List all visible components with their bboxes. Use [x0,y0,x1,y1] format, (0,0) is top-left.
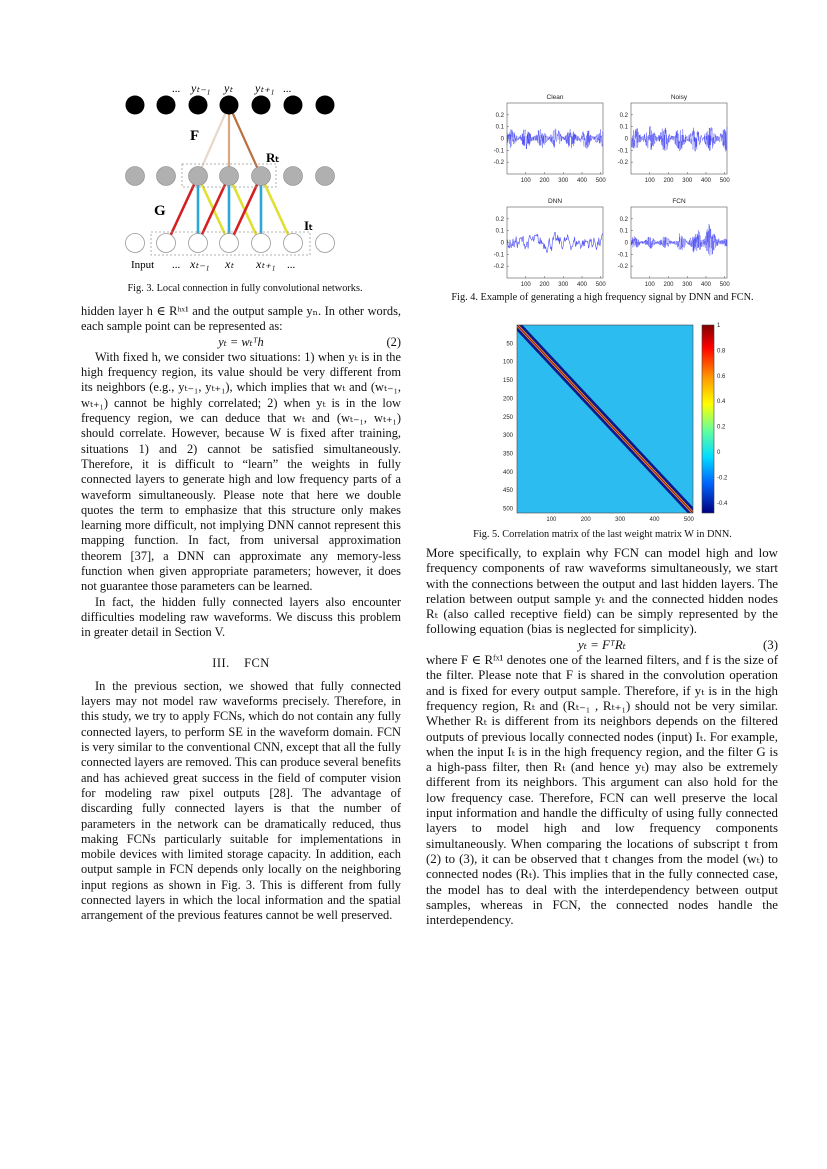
x-tick-label: 200 [539,282,550,288]
x-tick-label: 200 [663,282,674,288]
x-tick-label: 200 [539,178,550,184]
panel-title: Noisy [670,94,688,101]
y-tick-label: -0.2 [617,160,628,167]
paragraph: hidden layer h ∈ Rʰˣ¹ and the output sample yₙ. In other words, each sample point can be represented as: [81,304,401,334]
label-dots-right: ... [283,83,292,95]
y-tick-label: -0.1 [617,148,628,155]
x-tick-label: 500 [595,282,606,288]
y-tick-label: -0.1 [493,252,504,259]
y-tick-label: 0.2 [619,216,628,223]
y-tick-label: 200 [502,396,513,403]
y-tick-label: 0.1 [619,228,628,235]
equation-2-expression: yₜ = wₜᵀh [218,334,264,349]
colorbar [702,325,714,513]
y-tick-label: 0 [500,240,504,247]
colorbar-tick-label: 0.2 [717,424,726,431]
paragraph: where F ∈ Rᶠˣ¹ denotes one of the learned filters, and f is the size of the filter. Please note that F is shared in the convolution operation and is fixed for every output sample. Therefore, if yₜ is in the high frequency region, Rₜ and (Rₜ₋₁ , Rₜ₊₁) should not be very similar. Whether Rₜ is different from its neighbors depends on the filtered outputs of previous locally connected nodes (input) Iₜ. For example, when the input Iₜ is in the high frequency region, and the filter G is a high-pass filter, then Rₜ (and hence yₜ) may also be extremely different from its neighbors. This argument can also hold for the low frequency case. Therefore, FCN can well preserve the local input information and handle the difficulty of using fully connected layers to model high and low frequency components simultaneously. When comparing the locations of subscript t from (2) to (3), it can be observed that t changes from the model (wₜ) to connected nodes (Rₜ). This implies that in the fully connected case, the model has to deal with the interdependency between output samples, whereas in FCN, the connected nodes handle the interdependency. [426,653,778,928]
y-tick-label: 300 [502,433,513,440]
label-x-prev: xₜ₋₁ [190,257,210,271]
x-tick-label: 300 [682,178,693,184]
y-tick-label: 0.2 [495,216,504,223]
label-input: Input [131,259,155,271]
label-F: F [190,128,200,144]
x-tick-label: 100 [520,282,531,288]
equation-2 [81,335,401,350]
x-tick-label: 300 [615,517,626,523]
x-tick-label: 100 [520,178,531,184]
x-tick-label: 200 [580,517,591,523]
x-tick-label: 400 [649,517,660,523]
figure-5-caption: Fig. 5. Correlation matrix of the last weight matrix W in DNN. [473,529,732,540]
x-tick-label: 200 [663,178,674,184]
label-G: G [154,203,166,219]
y-tick-label: 500 [502,506,513,513]
x-tick-label: 300 [682,282,693,288]
y-tick-label: 0.2 [495,112,504,119]
label-I: Iₜ [304,218,313,233]
y-tick-label: -0.1 [617,252,628,259]
y-tick-label: -0.2 [493,160,504,167]
paragraph: More specifically, to explain why FCN can model high and low frequency components of raw waveforms simultaneously, we start with the connections between the output and last hidden layers. The relation between output sample yₜ and the connected hidden nodes Rₜ (also called receptive field) can be simply represented by the following equation (bias is neglected for simplicity). [426,546,778,637]
x-tick-label: 400 [700,282,712,288]
label-y-prev: yₜ₋₁ [191,81,211,95]
x-tick-label: 500 [719,178,730,184]
y-tick-label: -0.1 [493,148,504,155]
y-tick-label: 450 [502,488,513,495]
y-tick-label: 0.1 [495,228,504,235]
colorbar-tick-label: 0 [717,450,721,457]
equation-3 [426,638,778,653]
y-tick-label: -0.2 [617,264,628,271]
paragraph: With fixed h, we consider two situations: 1) when yₜ is in the high frequency region, its value should be very different from its neighbors (e.g., yₜ₋₁, yₜ₊₁), which implies that wₜ and (wₜ₋₁, wₜ₊₁) cannot be highly correlated; 2) when yₜ is in the low frequency region, we can deduce that wₜ and (wₜ₋₁, wₜ₊₁) should correlate. However, because W is fixed after training, situations 1) and 2) cannot be satisfied simultaneously. Therefore, it is difficult to “learn” the weights in fully connected layers to generate high and low frequency parts of a waveform simultaneously. Please note that here we double quotes the term to emphasize that this structure only makes learning more difficult, not implying DNN cannot represent this mapping function. In fact, from universal approximation theorem [37], a DNN can approximate any memory-less function when given appropriate parameters; however, it does not guarantee those parameters can be learned. [81,349,401,594]
y-tick-label: 0.2 [619,112,628,119]
y-tick-label: -0.2 [493,264,504,271]
x-tick-label: 100 [546,517,557,523]
colorbar-tick-label: 0.4 [717,399,726,406]
paragraph: In fact, the hidden fully connected layers also encounter difficulties modeling raw waveforms. We discuss this problem in greater detail in Section V. [81,594,401,640]
label-y-t: yₜ [224,81,233,95]
x-tick-label: 500 [595,178,606,184]
label-dots-left: ... [172,83,181,95]
x-tick-label: 500 [683,517,694,523]
colorbar-tick-label: -0.2 [717,475,728,482]
y-tick-label: 100 [502,359,513,366]
section-heading: III. FCN [212,655,270,670]
label-dots-in-right: ... [287,259,296,271]
y-tick-label: 0 [500,136,504,143]
colorbar-tick-label: 0.8 [717,348,726,355]
equation-2-number: (2) [386,334,401,349]
x-tick-label: 100 [644,178,655,184]
label-x-next: xₜ₊₁ [256,257,276,271]
x-tick-label: 100 [644,282,655,288]
colorbar-tick-label: 0.6 [717,373,726,380]
equation-3-expression: yₜ = FᵀRₜ [578,637,626,652]
figure-4-caption: Fig. 4. Example of generating a high frequency signal by DNN and FCN. [451,292,754,303]
colorbar-tick-label: -0.4 [717,500,728,507]
x-tick-label: 400 [700,178,712,184]
figure-3-caption: Fig. 3. Local connection in fully convolutional networks. [127,283,363,294]
y-tick-label: 0 [624,136,628,143]
right-column [426,546,778,928]
y-tick-label: 350 [502,451,513,458]
label-dots-in-left: ... [172,259,181,271]
equation-3-number: (3) [762,637,778,652]
y-tick-label: 0 [624,240,628,247]
y-tick-label: 250 [502,414,513,421]
x-tick-label: 400 [576,282,588,288]
x-tick-label: 400 [576,178,588,184]
y-tick-label: 0.1 [495,124,504,131]
label-x-t: xₜ [225,257,234,271]
label-R: Rₜ [266,150,280,165]
y-tick-label: 150 [502,378,513,385]
y-tick-label: 400 [502,469,513,476]
paragraph: In the previous section, we showed that fully connected layers may not model raw waveforms precisely. Therefore, in this study, we try to apply FCNs, which do not contain any fully connected layers, to perform SE in the waveform domain. FCN is very similar to the conventional CNN, except that all the fully connected layers are removed. This can produce several benefits and has achieved great success in the field of computer vision for modeling raw pixel outputs [28]. The advantage of discarding fully connected layers is that the number of parameters in the network can be dramatically reduced, thus making FCNs particularly suitable for implementations in mobile devices with limited storage capacity. In addition, each output sample in FCN depends only locally on the neighboring input regions as shown in Fig. 3. This is different from fully connected layers in which the local information and the spatial arrangement of the previous features cannot be well preserved. [81,678,401,923]
left-column [81,304,401,924]
panel-title: FCN [672,198,686,205]
x-tick-label: 500 [719,282,730,288]
x-tick-label: 300 [558,282,569,288]
panel-title: Clean [546,94,564,101]
panel-title: DNN [547,198,563,205]
y-tick-label: 0.1 [619,124,628,131]
y-tick-label: 50 [506,341,513,348]
colorbar-tick-label: 1 [717,323,721,329]
label-y-next: yₜ₊₁ [255,81,275,95]
x-tick-label: 300 [558,178,569,184]
